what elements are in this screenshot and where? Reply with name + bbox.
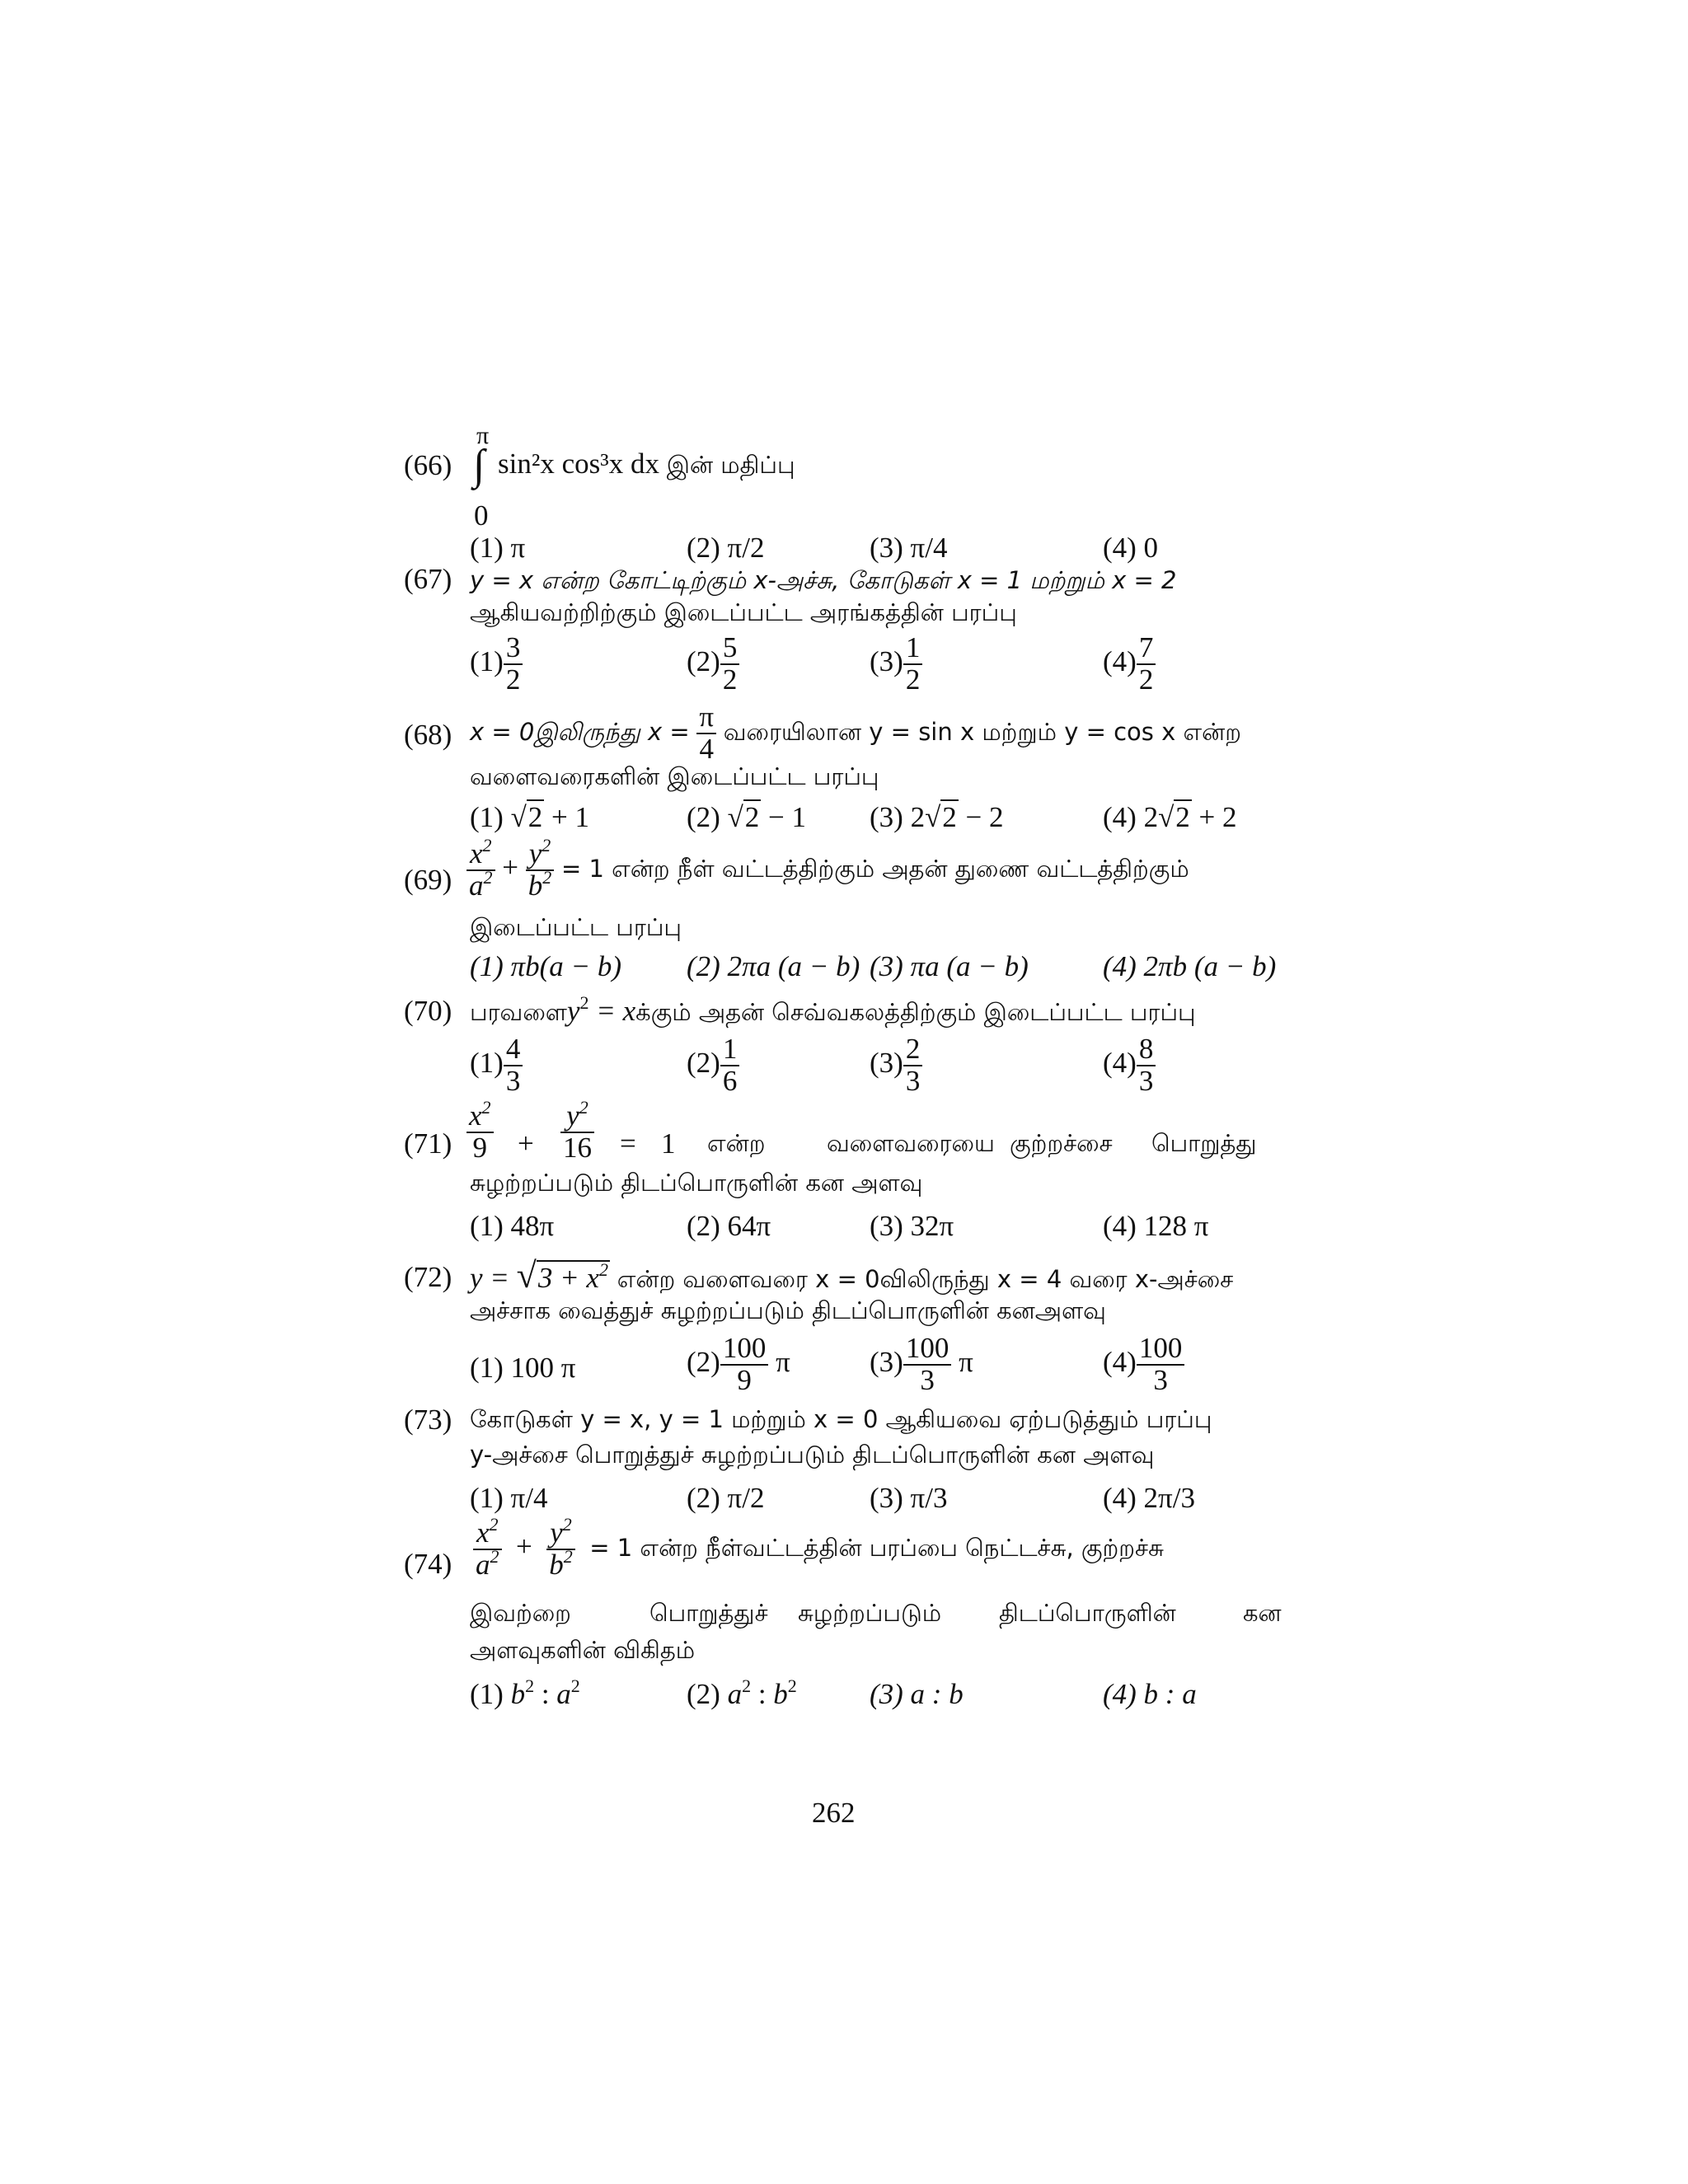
option-2 bbox=[687, 1034, 739, 1097]
numerator: 7 bbox=[1137, 633, 1156, 665]
denominator: 3 bbox=[1138, 1064, 1154, 1097]
numerator: y bbox=[528, 837, 542, 869]
option-label: (2) bbox=[687, 801, 720, 833]
exponent: 2 bbox=[598, 1259, 608, 1280]
option-1 bbox=[470, 801, 589, 834]
question-number: (69) bbox=[404, 864, 452, 896]
option-3: (3) πa (a − b) bbox=[870, 950, 1029, 982]
option-label: (1) bbox=[470, 644, 504, 677]
numerator: 1 bbox=[720, 1034, 740, 1066]
numerator: y bbox=[550, 1516, 563, 1549]
question-post: = 1 என்ற நீள்வட்டத்தின் பரப்பை நெட்டச்சு, குற்றச்சு bbox=[589, 1533, 1164, 1562]
option-label: (3) bbox=[870, 1345, 903, 1378]
question-number: (74) bbox=[404, 1548, 452, 1580]
question-text: y = x என்ற கோட்டிற்கும் x-அச்சு, கோடுகள் x = 1 மற்றும் x = 2 bbox=[470, 566, 1177, 594]
word: குற்றச்சை bbox=[1010, 1129, 1113, 1157]
pi-tail: π bbox=[959, 1345, 973, 1378]
question-line-1: கோடுகள் y = x, y = 1 மற்றும் x = 0 ஆகியவை ஏற்படுத்தும் பரப்பு bbox=[470, 1405, 1212, 1433]
denominator: 3 bbox=[505, 1064, 521, 1097]
question-number: (66) bbox=[404, 449, 452, 481]
option-label: (1) bbox=[470, 1678, 504, 1710]
denominator: 4 bbox=[699, 732, 714, 765]
option-4: (4) 0 bbox=[1103, 532, 1159, 564]
exponent: 2 bbox=[742, 1675, 752, 1696]
question-number: (68) bbox=[404, 719, 452, 751]
denominator: 6 bbox=[722, 1064, 738, 1097]
denominator: 3 bbox=[1153, 1363, 1168, 1396]
fraction-x bbox=[467, 1097, 494, 1164]
question-line-3: அளவுகளின் விகிதம் bbox=[470, 1636, 696, 1664]
question-text: பரவளை bbox=[470, 998, 567, 1026]
option-2 bbox=[687, 801, 806, 834]
numerator: 5 bbox=[720, 633, 740, 665]
option-label: (4) bbox=[1103, 801, 1137, 833]
option-4 bbox=[1103, 801, 1237, 834]
numerator: x bbox=[469, 1099, 482, 1132]
variable-y: y bbox=[566, 995, 580, 1027]
word: பொறுத்து bbox=[1151, 1129, 1257, 1157]
option-label: (2) bbox=[687, 1046, 720, 1079]
option-1 bbox=[470, 633, 523, 696]
option-rest: − 1 bbox=[761, 801, 807, 833]
question-line-2: இடைப்பட்ட பரப்பு bbox=[470, 913, 682, 941]
term-b: b bbox=[773, 1678, 788, 1710]
question-post: = 1 என்ற நீள் வட்டத்திற்கும் அதன் துணை வட்டத்திற்கும் bbox=[561, 854, 1189, 883]
question-line-1 bbox=[470, 992, 1196, 1029]
option-1 bbox=[470, 1034, 523, 1097]
radicand: 2 bbox=[528, 801, 543, 833]
radicand bbox=[537, 1260, 610, 1294]
denominator: 3 bbox=[920, 1363, 935, 1396]
integrand bbox=[498, 448, 795, 482]
numerator: 100 bbox=[903, 1333, 952, 1366]
numerator: x bbox=[469, 837, 483, 869]
exponent: 2 bbox=[481, 1097, 491, 1118]
numerator: 100 bbox=[720, 1333, 769, 1366]
option-2 bbox=[687, 633, 739, 696]
option-3: (3) π/4 bbox=[870, 532, 948, 564]
question-line-2: அச்சாக வைத்துச் சுழற்றப்படும் திடப்பொருளின் கனஅளவு bbox=[470, 1296, 1106, 1324]
plus-sign: + bbox=[518, 1127, 534, 1160]
option-3 bbox=[870, 1034, 922, 1097]
denominator: b bbox=[528, 869, 543, 902]
integral-tail: இன் மதிப்பு bbox=[666, 451, 795, 479]
option-2: (2) 2πa (a − b) bbox=[687, 950, 860, 982]
option-label: (3) bbox=[870, 1046, 903, 1079]
denominator: 3 bbox=[905, 1064, 921, 1097]
word: இவற்றை bbox=[470, 1599, 571, 1627]
option-2 bbox=[687, 1675, 797, 1711]
option-label: (4) bbox=[1103, 1345, 1137, 1378]
question-number: (72) bbox=[404, 1261, 452, 1293]
question-number: (70) bbox=[404, 995, 452, 1027]
question-line-1 bbox=[470, 702, 1241, 765]
denominator: 16 bbox=[563, 1131, 592, 1164]
colon: : bbox=[757, 1678, 767, 1710]
integrand-text: sin²x cos³x dx bbox=[498, 448, 659, 480]
option-4 bbox=[1103, 1333, 1184, 1396]
plus-sign: + bbox=[502, 851, 518, 883]
question-line-1 bbox=[470, 563, 1286, 598]
pi-tail: π bbox=[776, 1345, 790, 1378]
sqrt: √ bbox=[516, 1255, 537, 1296]
option-label: (4) bbox=[1103, 1046, 1137, 1079]
numerator: x bbox=[476, 1516, 490, 1549]
denominator: 2 bbox=[505, 663, 521, 696]
option-3 bbox=[870, 633, 922, 696]
numerator: π bbox=[696, 702, 716, 734]
equals-x: = x bbox=[596, 995, 636, 1027]
question-number: (73) bbox=[404, 1404, 452, 1436]
denominator: 9 bbox=[737, 1363, 752, 1396]
denominator: a bbox=[476, 1548, 490, 1581]
plus-sign: + bbox=[516, 1530, 532, 1563]
term-a: a bbox=[727, 1678, 743, 1710]
option-4 bbox=[1103, 1034, 1156, 1097]
question-number: (67) bbox=[404, 563, 452, 595]
exponent: 2 bbox=[490, 1545, 499, 1567]
question-post: வரையிலான y = sin x மற்றும் y = cos x என்ற bbox=[723, 717, 1241, 746]
option-2 bbox=[687, 1333, 790, 1396]
option-label: (2) bbox=[687, 1678, 720, 1710]
option-4: (4) b : a bbox=[1103, 1678, 1197, 1710]
numerator: 8 bbox=[1137, 1034, 1156, 1066]
option-label: (3) bbox=[870, 644, 903, 677]
radicand: 2 bbox=[1175, 801, 1190, 833]
option-4 bbox=[1103, 633, 1156, 696]
exponent: 2 bbox=[482, 835, 492, 855]
sqrt: √2 bbox=[727, 801, 760, 833]
exponent: 2 bbox=[489, 1514, 499, 1535]
word: கன bbox=[1243, 1599, 1282, 1627]
option-1: (1) πb(a − b) bbox=[470, 950, 622, 982]
sqrt: √2 bbox=[925, 801, 957, 833]
exponent: 2 bbox=[562, 1514, 572, 1535]
radicand-text: 3 + x bbox=[537, 1262, 599, 1294]
option-3 bbox=[870, 1333, 973, 1396]
exponent: 2 bbox=[579, 992, 589, 1013]
option-label: (3) bbox=[870, 801, 903, 833]
exponent: 2 bbox=[579, 1097, 588, 1118]
coefficient: 2 bbox=[1143, 801, 1159, 833]
radicand: 2 bbox=[744, 801, 760, 833]
numerator: 3 bbox=[504, 633, 523, 665]
question-line-2: வளைவரைகளின் இடைப்பட்ட பரப்பு bbox=[470, 762, 879, 790]
option-2: (2) 64π bbox=[687, 1210, 771, 1242]
option-2: (2) π/2 bbox=[687, 532, 765, 564]
option-1: (1) π bbox=[470, 532, 526, 564]
sqrt: √2 bbox=[510, 801, 543, 833]
option-rest: + 1 bbox=[544, 801, 590, 833]
denominator: 2 bbox=[1138, 663, 1154, 696]
question-line-2: ஆகியவற்றிற்கும் இடைப்பட்ட அரங்கத்தின் பரப்பு bbox=[470, 598, 1017, 626]
lower-limit: 0 bbox=[474, 499, 489, 532]
equals-sign: = bbox=[620, 1127, 636, 1160]
option-1: (1) π/4 bbox=[470, 1482, 548, 1514]
option-label: (4) bbox=[1103, 644, 1137, 677]
word: என்ற bbox=[707, 1129, 766, 1157]
word: சுழற்றப்படும் bbox=[798, 1599, 942, 1627]
sqrt: √2 bbox=[1158, 801, 1190, 833]
question-line-1 bbox=[473, 1514, 1164, 1581]
option-rest: + 2 bbox=[1191, 801, 1237, 833]
radicand: 2 bbox=[942, 801, 957, 833]
numerator: y bbox=[566, 1099, 579, 1132]
exponent: 2 bbox=[563, 1545, 573, 1567]
denominator: b bbox=[549, 1548, 564, 1581]
option-1: (1) 48π bbox=[470, 1210, 555, 1242]
numerator: 4 bbox=[504, 1034, 523, 1066]
numerator: 1 bbox=[903, 633, 923, 665]
option-2: (2) π/2 bbox=[687, 1482, 765, 1514]
option-3: (3) 32π bbox=[870, 1210, 954, 1242]
exponent: 2 bbox=[483, 866, 493, 888]
option-label: (2) bbox=[687, 644, 720, 677]
numerator: 2 bbox=[903, 1034, 923, 1066]
question-line-1 bbox=[467, 835, 1189, 902]
term-b: a bbox=[556, 1678, 571, 1710]
question-line-2: y-அச்சை பொறுத்துச் சுழற்றப்படும் திடப்பொருளின் கன அளவு bbox=[470, 1441, 1155, 1469]
question-pre: y = bbox=[470, 1262, 509, 1294]
denominator: 9 bbox=[472, 1131, 488, 1164]
question-post: என்ற வளைவரை x = 0விலிருந்து x = 4 வரை x-அச்சை bbox=[617, 1265, 1234, 1293]
question-line-2: சுழற்றப்படும் திடப்பொருளின் கன அளவு bbox=[470, 1169, 923, 1197]
exponent: 2 bbox=[525, 1675, 535, 1696]
option-4: (4) 128 π bbox=[1103, 1210, 1209, 1242]
page-number: 262 bbox=[812, 1797, 856, 1829]
word: திடப்பொருளின் bbox=[999, 1599, 1176, 1627]
word: வளைவரையை bbox=[827, 1129, 995, 1157]
denominator: 2 bbox=[905, 663, 921, 696]
option-label: (1) bbox=[470, 801, 504, 833]
option-rest: − 2 bbox=[958, 801, 1004, 833]
option-1: (1) 100 π bbox=[470, 1352, 576, 1384]
one: 1 bbox=[661, 1127, 676, 1160]
word: பொறுத்துச் bbox=[649, 1599, 768, 1627]
exponent: 2 bbox=[787, 1675, 797, 1696]
option-label: (1) bbox=[470, 1046, 504, 1079]
question-text-tail: க்கும் அதன் செவ்வகலத்திற்கும் இடைப்பட்ட பரப்பு bbox=[635, 998, 1196, 1026]
denominator: a bbox=[469, 869, 484, 902]
exponent: 2 bbox=[570, 1675, 580, 1696]
question-number: (71) bbox=[404, 1127, 452, 1160]
denominator: 2 bbox=[722, 663, 738, 696]
question-pre: x = 0இலிருந்து x = bbox=[470, 717, 690, 746]
option-label: (2) bbox=[687, 1345, 720, 1378]
option-4: (4) 2π/3 bbox=[1103, 1482, 1195, 1514]
upper-limit: π bbox=[476, 422, 490, 449]
question-line-1 bbox=[470, 1254, 1233, 1296]
option-3 bbox=[870, 801, 1004, 834]
exponent: 2 bbox=[542, 835, 551, 855]
numerator: 100 bbox=[1137, 1333, 1185, 1366]
fraction-y bbox=[560, 1097, 594, 1164]
colon: : bbox=[541, 1678, 550, 1710]
option-3: (3) a : b bbox=[870, 1678, 964, 1710]
coefficient: 2 bbox=[910, 801, 926, 833]
option-4: (4) 2πb (a − b) bbox=[1103, 950, 1277, 982]
exponent: 2 bbox=[542, 866, 552, 888]
term-a: b bbox=[510, 1678, 526, 1710]
option-3: (3) π/3 bbox=[870, 1482, 948, 1514]
integral-sign: ∫ bbox=[473, 442, 485, 489]
option-1 bbox=[470, 1675, 580, 1711]
